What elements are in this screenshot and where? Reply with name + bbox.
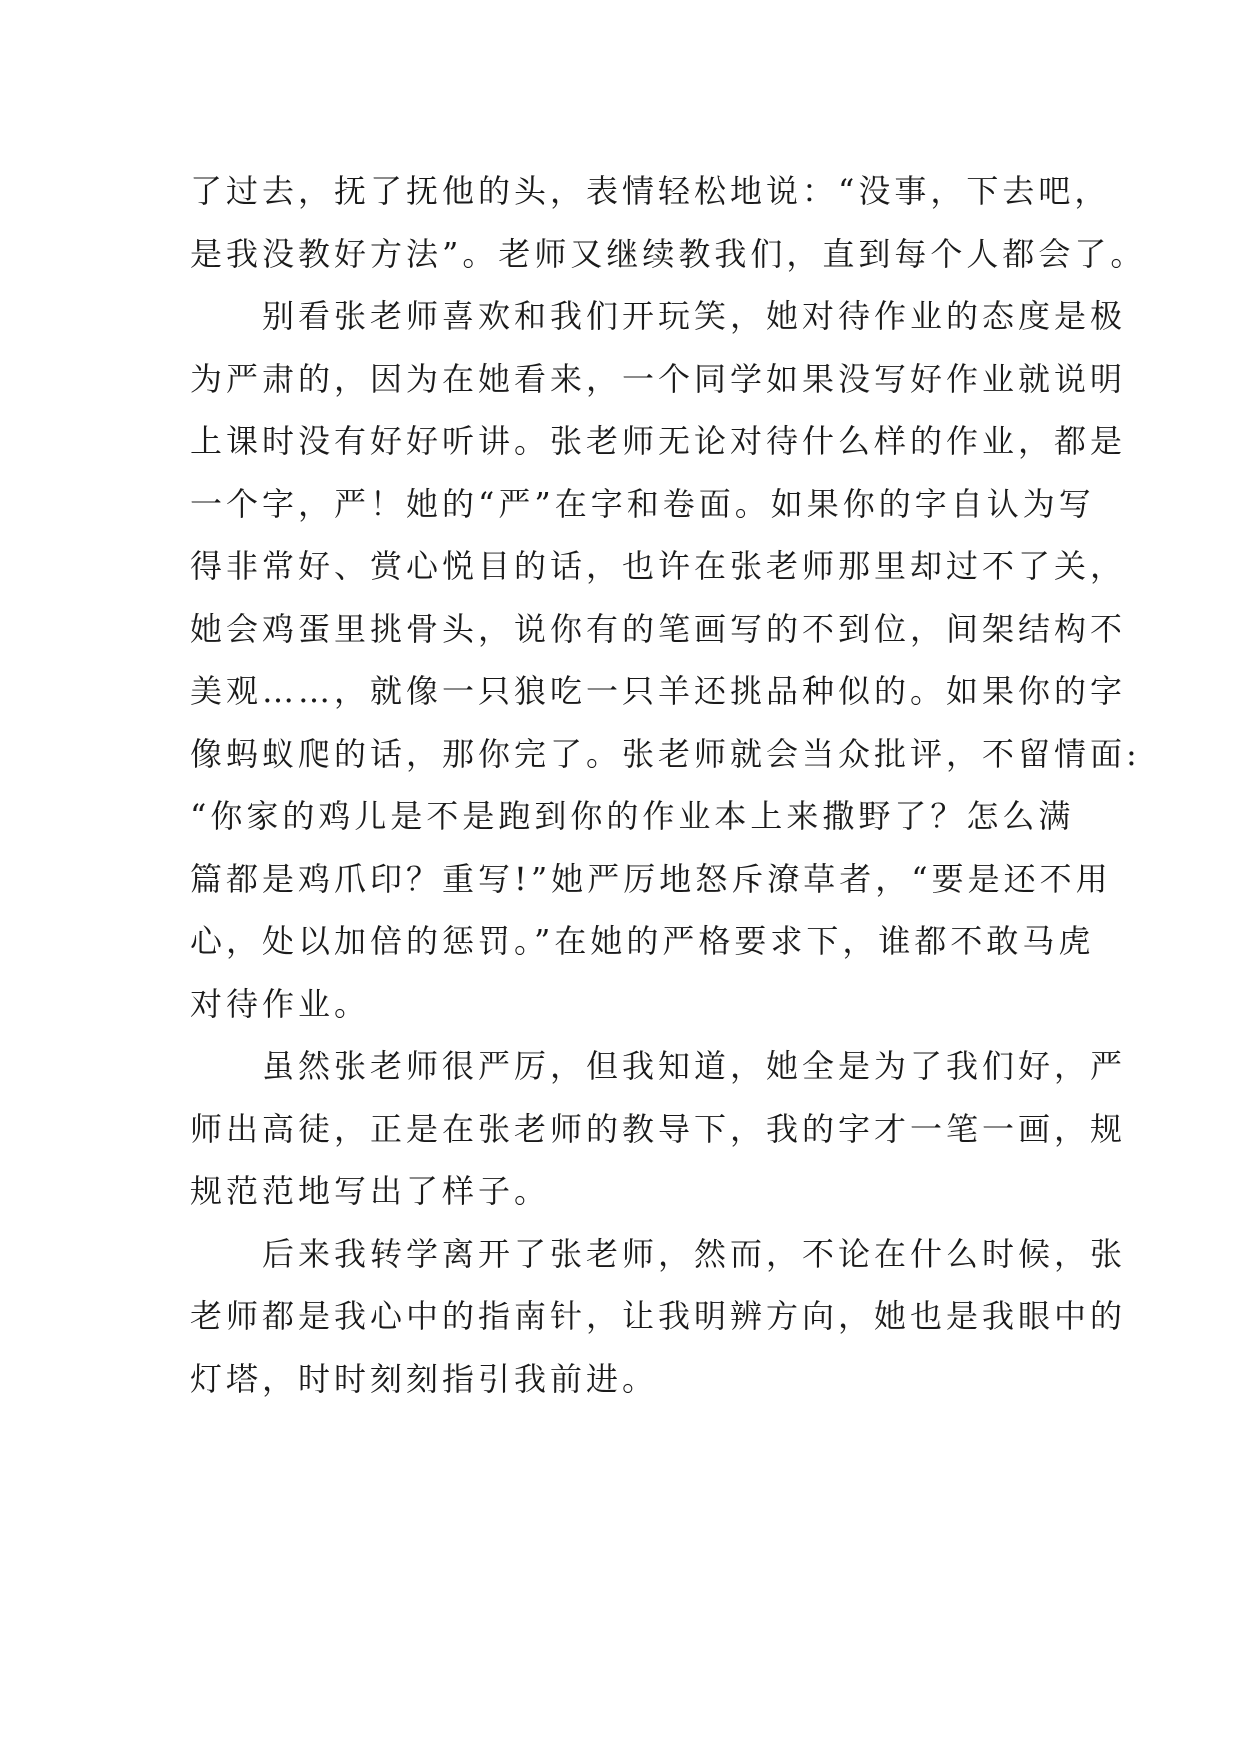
text-line: 篇都是鸡爪印？重写!”她严厉地怒斥潦草者，“要是还不用 [190,859,1112,898]
text-line: 心，处以加倍的惩罚。”在她的严格要求下，谁都不敢马虎 [190,922,1095,960]
text-line: “你家的鸡儿是不是跑到你的作业本上来撒野了？怎么满 [190,797,1075,835]
text-line: 后来我转学离开了张老师，然而，不论在什么时候，张 [190,1234,1127,1273]
text-line: 对待作业。 [190,984,371,1023]
text-line: 师出高徒，正是在张老师的教导下，我的字才一笔一画，规 [190,1109,1127,1148]
text-line: 老师都是我心中的指南针，让我明辨方向，她也是我眼中的 [190,1297,1127,1335]
text-line: 美观……，就像一只狼吃一只羊还挑品种似的。如果你的字 [190,672,1127,710]
text-line: 了过去，抚了抚他的头，表情轻松地说：“没事，下去吧， [190,172,1111,210]
essay-body [190,160,1147,1410]
text-line: 像蚂蚁爬的话，那你完了。张老师就会当众批评，不留情面: [190,734,1141,773]
text-line: 是我没教好方法”。老师又继续教我们，直到每个人都会了。 [190,234,1147,273]
text-line: 灯塔，时时刻刻指引我前进。 [190,1359,659,1398]
text-line: 上课时没有好好听讲。张老师无论对待什么样的作业，都是 [190,422,1127,460]
text-line: 规范范地写出了样子。 [190,1172,551,1210]
text-line: 为严肃的，因为在她看来，一个同学如果没写好作业就说明 [190,359,1127,398]
text-line: 虽然张老师很严厉，但我知道，她全是为了我们好，严 [190,1047,1127,1085]
text-line: 一个字，严！她的“严”在字和卷面。如果你的字自认为写 [190,484,1095,523]
text-line: 她会鸡蛋里挑骨头，说你有的笔画写的不到位，间架结构不 [190,609,1127,648]
text-line: 得非常好、赏心悦目的话，也许在张老师那里却过不了关， [190,547,1127,585]
text-line: 别看张老师喜欢和我们开玩笑，她对待作业的态度是极 [190,297,1127,335]
